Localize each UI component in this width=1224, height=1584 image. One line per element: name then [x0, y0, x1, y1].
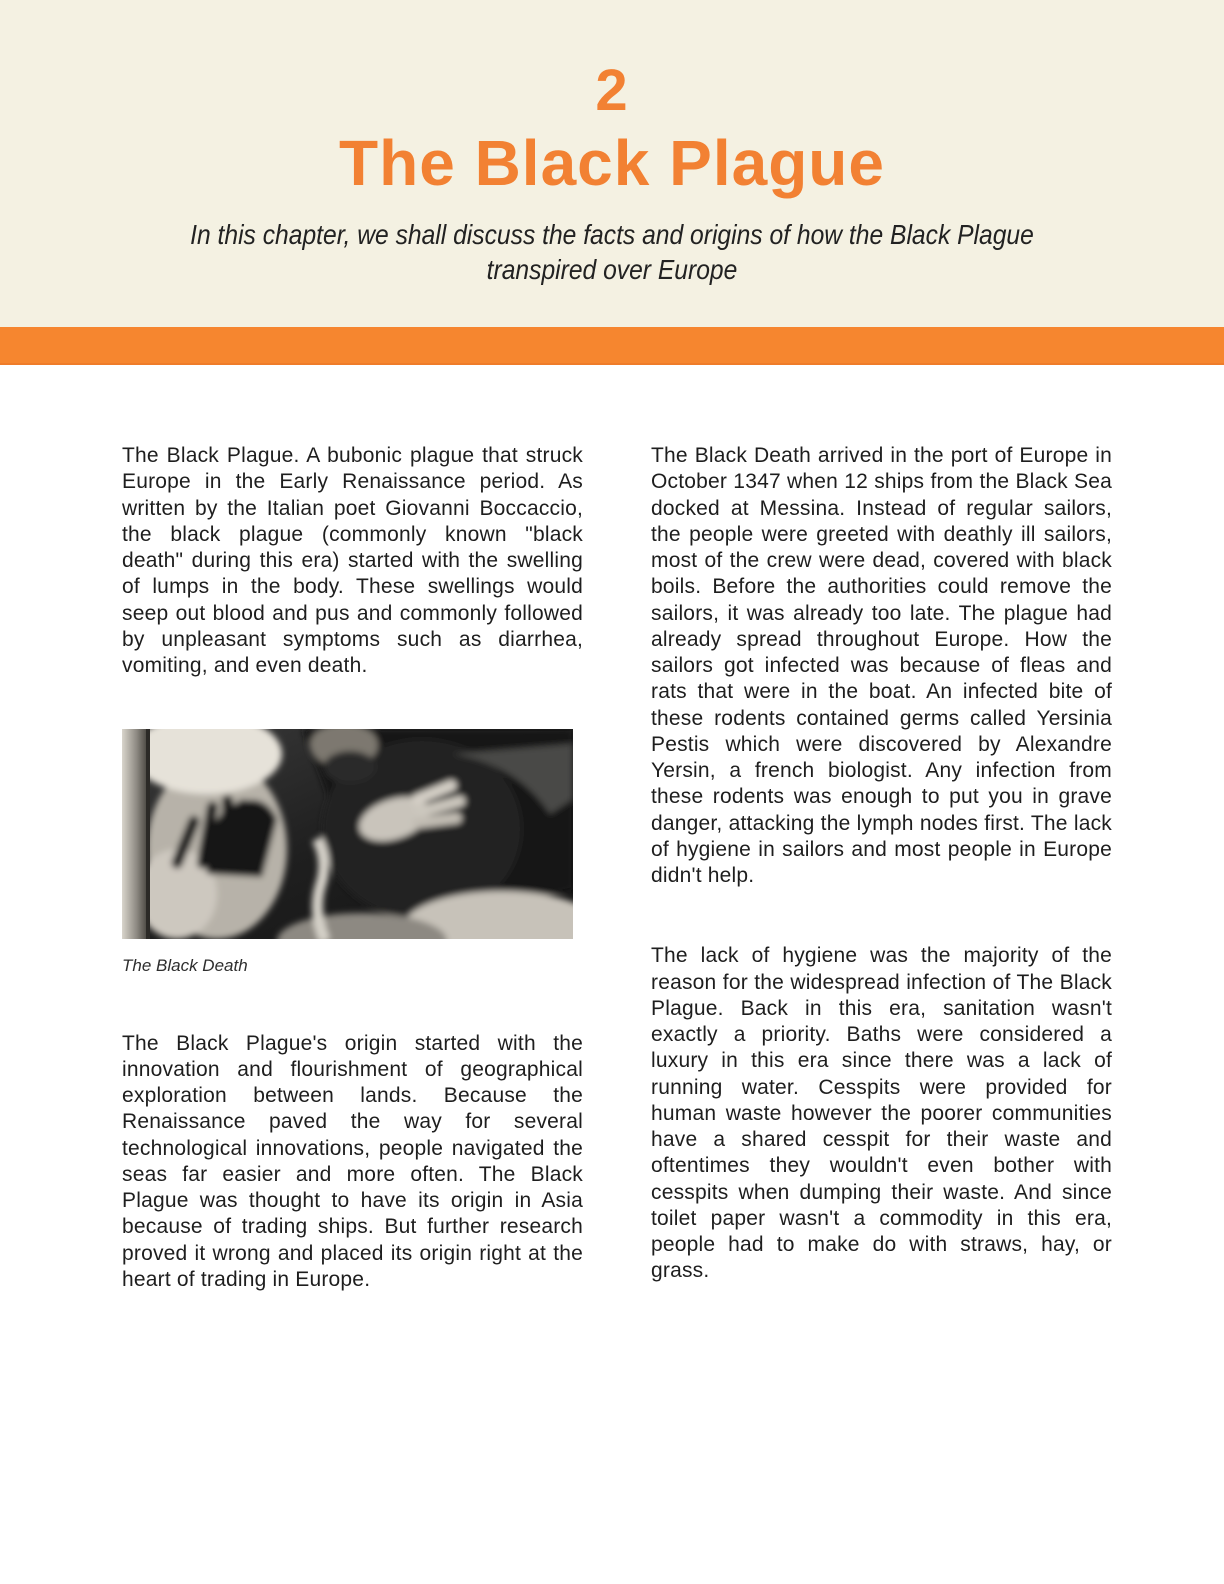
right-column — [651, 443, 1112, 1293]
painting-graphic — [122, 729, 573, 939]
left-paragraph-1: The Black Plague. A bubonic plague that struck Europe in the Early Renaissance period. As written by the Italian poet Giovanni Boccaccio, the black plague (commonly known "black death" during this era) started with the swelling of lumps in the body. These swellings would seep out blood and pus and commonly followed by unpleasant symptoms such as diarrhea, vomiting, and even death. — [122, 444, 583, 677]
black-death-painting-image — [122, 729, 573, 939]
left-paragraph-2: The Black Plague's origin started with the innovation and flourishment of geographical exploration between lands. Because the Renaissance paved the way for several technological innovations, people navigated the seas far easier and more often. The Black Plague was thought to have its origin in Asia because of trading ships. But further research proved it wrong and placed its origin right at the heart of trading in Europe. — [122, 1031, 583, 1291]
chapter-header — [0, 0, 1224, 327]
page-title: The Black Plague — [339, 127, 885, 199]
header-divider-band — [0, 327, 1224, 365]
right-paragraph-1: The Black Death arrived in the port of Europe in October 1347 when 12 ships from the Black Sea docked at Messina. Instead of regular sailors, the people were greeted with deathly ill sailors, most of the crew were dead, covered with black boils. Before the authorities could remove the sailors, it was already too late. The plague had already spread throughout Europe. How the sailors got infected was because of fleas and rats that were in the boat. An infected bite of these rodents contained germs called Yersinia Pestis which were discovered by Alexandre Yersin, a french biologist. Any infection from these rodents was enough to put you in grave danger, attacking the lymph nodes first. The lack of hygiene in sailors and most people in Europe didn't help. — [651, 444, 1112, 887]
right-paragraph-2: The lack of hygiene was the majority of the reason for the widespread infection of The Black Plague. Back in this era, sanitation wasn't exactly a priority. Baths were considered a luxury in this era since there was a lack of running water. Cesspits were provided for human waste however the poorer communities have a shared cesspit for their waste and oftentimes they wouldn't even bother with cesspits when dumping their waste. And since toilet paper wasn't a commodity in this era, people had to make do with straws, hay, or grass. — [651, 944, 1112, 1283]
article-content — [0, 365, 1224, 1293]
figure-caption: The Black Death — [122, 956, 248, 976]
chapter-number: 2 — [595, 58, 629, 123]
left-column — [122, 443, 583, 1293]
page-subtitle: In this chapter, we shall discuss the facts and origins of how the Black Plague transpired over Europe — [190, 219, 1034, 286]
